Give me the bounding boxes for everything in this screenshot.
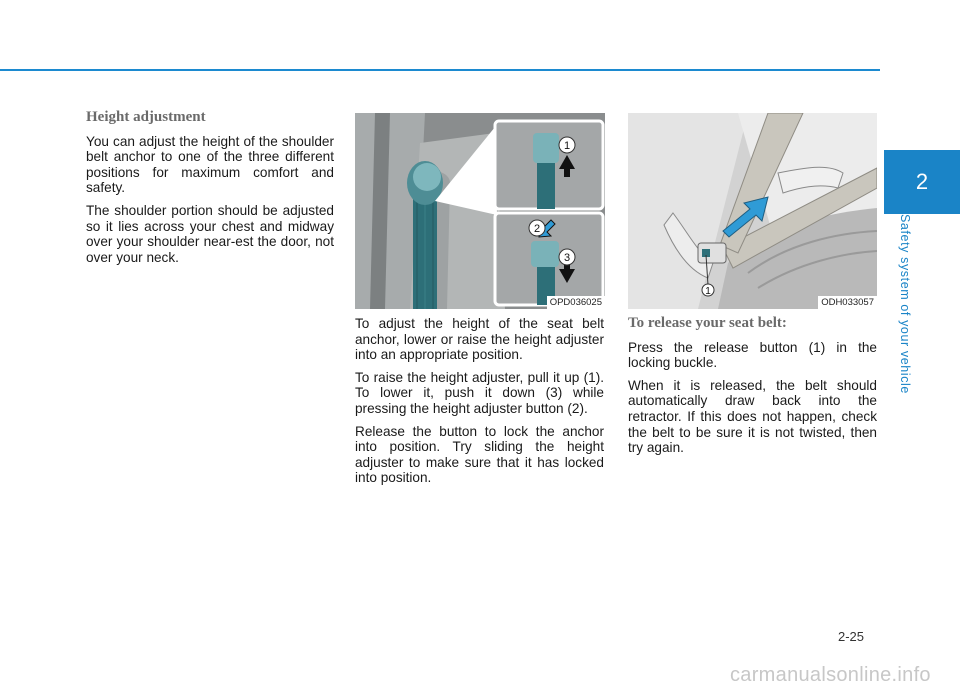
adjust-para-2: To raise the height adjuster, pull it up (1). To lower it, push it down (3) while pressing the height adjuster button (2). [355, 369, 604, 416]
height-adjustment-para-2: The shoulder portion should be adjusted so it lies across your chest and midway over your shoulder near-est the door, not over your neck. [86, 202, 334, 265]
page-number: 2-25 [838, 629, 865, 644]
height-adjuster-figure [355, 113, 605, 309]
header-rule [0, 69, 880, 71]
section-title-vertical [898, 214, 922, 404]
callout-3: 3 [563, 252, 571, 264]
height-adjuster-illustration [355, 113, 605, 309]
adjust-instructions-column [355, 316, 604, 493]
section-number: 2 [915, 169, 929, 194]
release-para-1: Press the release button (1) in the locking buckle. [628, 339, 877, 371]
section-tab [884, 150, 960, 214]
figure-code: OPD036025 [547, 296, 605, 309]
height-adjustment-heading: Height adjustment [86, 109, 206, 125]
watermark-text: carmanualsonline.info [730, 664, 931, 686]
adjust-para-3: Release the button to lock the anchor into position. Try sliding the height adjuster to make sure that it has locked into position. [355, 423, 604, 486]
figure-code: ODH033057 [818, 296, 877, 309]
height-adjustment-column [86, 110, 334, 272]
adjust-para-1: To adjust the height of the seat belt anchor, lower or raise the height adjuster into an appropriate position. [355, 316, 604, 363]
release-heading: To release your seat belt: [628, 315, 787, 331]
callout-1: 1 [705, 286, 711, 297]
section-title: Safety system of your vehicle [898, 214, 912, 394]
belt-release-figure [628, 113, 877, 309]
callout-1: 1 [563, 140, 571, 152]
belt-release-illustration [628, 113, 877, 309]
release-instructions-column [628, 316, 877, 463]
callout-2: 2 [533, 223, 541, 235]
height-adjustment-para-1: You can adjust the height of the shoulder belt anchor to one of the three different positions for maximum comfort and safety. [86, 133, 334, 196]
release-para-2: When it is released, the belt should automatically draw back into the retractor. If this does not happen, check the belt to be sure it is not twisted, then try again. [628, 377, 877, 456]
